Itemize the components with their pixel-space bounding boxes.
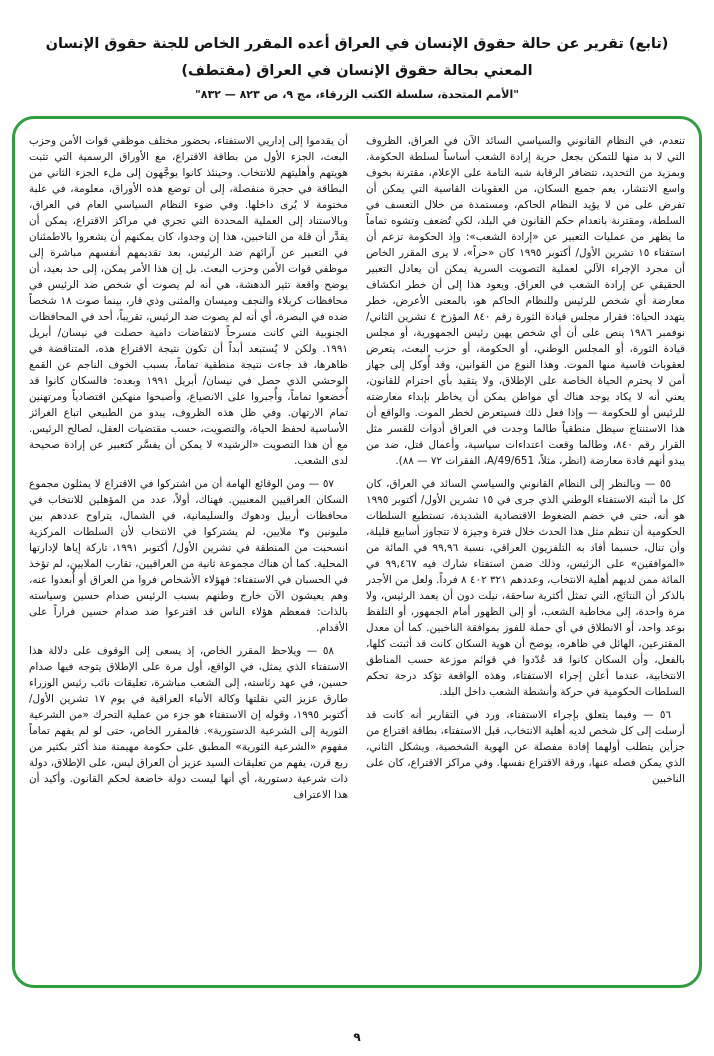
column-right [366,133,685,975]
document-header [0,34,714,102]
document-title-line1: (تابع) تقرير عن حالة حقوق الإنسان في العراق أعده المقرر الخاص للجنة حقوق الإنسان [45,36,669,52]
column-left [29,133,348,975]
page-number: ٩ [353,1030,361,1044]
paragraph-55: ٥٥ — وبالنظر إلى النظام القانوني والسياسي السائد في العراق، كان كل ما أثبته الاستفتاء الوطني الذي جرى في ١٥ تشرين الأول/ أكتوبر ١٩٩٥ هو أنه، حتى في خضم الضغوط الاقتصادية الشديدة، تستطيع السلطات الحكومية أن تنظم مثل هذا الحدث خلال فترة وجيزة لا تتجاوز أسابيع قليلة، وأن تنال، حسبما أفاد به التلفزيون العراقي، نسبة ٩٩,٩٦ في المائة من «الموافقين» على الرئيس، وذلك ضمن استفتاء شارك فيه ٩٩,٤٦٧ في المائة ممن لديهم أهلية الانتخاب، وعددهم ٣٢١ ٤٠٢ ٨ فرداً. ولعل من الأجدر بالذكر أن النتائج، التي تمثل أكثرية ساحقة، نيلت دون أن يعمد الرئيس، ولا مرة واحدة، إلى مخاطبة الشعب، أو إلى الظهور أمام الجمهور، أو التلفظ بوعد واحد، أو الانطلاق في أي حملة للفوز بموافقة الناخبين. كما أن معدل المقترعين، الهائل في ظاهره، يوضح أن هوية السكان كانت قد أثبتت كلها، بالفعل، وأن السكان كانوا قد عُدّدوا في قوائم موزعة حسب المناطق الانتخابية، عندما أعلن إجراء الاستفتاء، وهذه الواقعة تؤكد درجة تحكم السلطات الحكومية في حركة وأنشطة الشعب داخل البلد. [366,478,685,699]
paragraph-56-continuation: أن يقدموا إلى إداريي الاستفتاء، بحضور مختلف موظفي قوات الأمن وحزب البعث، الجزء الأول من بطاقة الاقتراع، مع الأوراق الرسمية التي تثبت هويتهم وأهليتهم للانتخاب. وحينئذ كانوا يوجَّهون إلى ملء الجزء الثاني من البطاقة في حجرة منفصلة، إلى أن توضع هذه الأوراق، معلومة، في علبة مختومة لا يُرى داخلها. وفي ضوء النظام السياسي العام في العراق، وبالاستناد إلى العملية المحددة التي تجري في مراكز الاقتراع، يمكن أن يقدَّر أن قلة من الناخبين، هذا إن وجدوا، كان يمكنهم أن يشعروا بالاطمئنان في التعبير عن آرائهم ضد الرئيس، بعد تقديمهم أنفسهم مباشرة إلى موظفي قوات الأمن وحزب البعث. بل إن هذا الأمر يمكن، إلى حد بعيد، أن يوضح واقعة تثير الدهشة، هي أنه لم يصوت أي شخص ضد الرئيس في محافظات كربلاء والنجف وميسان والمثنى وذي قار، بينما صوت ١٨ شخصاً ضده في البصرة، أي أنه لم يصوت ضد الرئيس، تقريباً، أحد في المحافظات الجنوبية التي كانت مسرحاً لانتفاضات دامية حصلت في نيسان/ أبريل ١٩٩١. ولكن لا يُستبعد أبداً أن تكون نتيجة الاقتراع هذه، المتناقضة في ظاهرها، قد جاءت نتيجة منطقية تماماً، بسبب الخوف الناجم عن القمع الوحشي الذي حصل في نيسان/ أبريل ١٩٩١ وبعده: فالسكان كانوا قد أُخضعوا تماماً، وأُجبروا على الانصياع، وأصبحوا منهكين اقتصادياً ومرتهنين تمام الارتهان. وفي ظل هذه الظروف، يبدو من الطبيعي اتباع الغرائز الأساسية لحفظ الحياة، والتصويت، حسب مقتضيات العقل، لصالح الرئيس. مع أن هذا التصويت «الرشيد» لا يمكن أن يفسَّر كتعبير عن إرادة صحيحة لدى الشعب. [29,135,348,468]
document-title-line2: المعني بحالة حقوق الإنسان في العراق (مقتطف) [181,63,533,80]
paragraph-58: ٥٨ — ويلاحظ المقرر الخاص، إذ يسعى إلى الوقوف على دلالة هذا الاستفتاء الذي يمثل، في الواقع، أول مرة على الإطلاق يتوجه فيها صدام حسين، في عهد رئاسته، إلى الشعب مباشرة، تعليقات نائب رئيس الوزراء طارق عزيز التي نقلتها وكالة الأنباء العراقية في يوم ١٧ تشرين الأول/ أكتوبر ١٩٩٥، وقوله إن الاستفتاء هو جزء من عملية التحرك «من الشرعية الثورية إلى الشرعية الدستورية». فالمقرر الخاص، حتى لو لم يفهم تماماً مفهوم «الشرعية الثورية» المطبق على حكومة مهيمنة منذ أكثر بكثير من ربع قرن، يفهم من تعليقات السيد عزيز أن العراق ليس، على الإطلاق، دولة ذات شرعية دستورية، أي أنها ليست دولة خاضعة لحكم القانون. وأكيد أن هذا الاعتراف [29,645,348,802]
document-source-citation: "الأمم المتحدة، سلسلة الكتب الزرقاء، مج ٩، ص ٨٢٣ — ٨٣٢" [195,88,519,102]
paragraph-57: ٥٧ — ومن الوقائع الهامة أن من اشتركوا في الاقتراع لا يمثلون مجموع السكان العراقيين المعنيين. فهناك، أولاً، عدد من المؤهلين للانتخاب في محافظات أربيل ودهوك والسليمانية، في الشمال، يتراوح عددهم بين مليونين و٣ ملايين، لم يشتركوا في الانتخاب لأن السلطات المركزية انسحبت من المنطقة في تشرين الأول/ أكتوبر ١٩٩١، تاركة إياها لإدارتها المحلية. كما أن هناك مجموعة ثانية من العراقيين، تقارب الملايين، لم تؤخذ في الحسبان في الاستفتاء: فهؤلاء الأشخاص فروا من العراق أو أُبعدوا عنه، وهم يعيشون الآن خارج وطنهم بسبب الرئيس صدام حسين وسياسته بالذات: فمعظم هؤلاء الناس قد اقترعوا ضد صدام حسين فراراً على الأقدام. [29,478,348,635]
two-column-text [29,133,685,975]
paragraph-56: ٥٦ — وفيما يتعلق بإجراء الاستفتاء، ورد في التقارير أنه كانت قد أرسلت إلى كل شخص لديه أهلية الانتخاب، قبل الاستفتاء، بطاقة اقتراع من جزأين يتطلب أولهما إفادة مفصلة عن الهوية الشخصية، ويشكل الثاني، الذي يمكن فصله عنها، ورقة الاقتراع نفسها. وفي مراكز الاقتراع، كان على الناخبين [366,709,685,786]
content-frame [12,116,702,988]
paragraph-continuation: تنعدم، في النظام القانوني والسياسي السائد الآن في العراق، الظروف التي لا بد منها للتمكن بجعل حرية إرادة الشعب أساساً لسلطة الحكومة. وبمزيد من التحديد، تتضافر الرقابة شبه التامة على الإعلام، مقترنة بخوف واسع الانتشار، يعم جميع السكان، من العقوبات القاسية التي يمكن أن تفرض على من لا يؤيد النظام الحاكم، ومستمدة من خلال التعسف في السلطة، ومقترنة بانعدام حكم القانون في البلد، لكي تُضعف وتشوه تماماً ما يظهر من عمليات التعبير عن «إرادة الشعب»: وإذ الحكومة تزعم أن استفتاء ١٥ تشرين الأول/ أكتوبر ١٩٩٥ كان «حراً»، لا يرى المقرر الخاص أن مجرد الإجراء الآلي لعملية التصويت السرية يمكن أن يعادل التعبير الحقيقي عن إرادة الشعب في العراق. ويعود هذا إلى أن خطر انكشاف معارضة أي شخص للرئيس وللنظام الحاكم هو، بالمعنى الأعرض، خطر يتهدد الحياة: فقرار مجلس قيادة الثورة رقم ٨٤٠ المؤرخ ٤ تشرين الثاني/ نوفمبر ١٩٨٦ ينص على أن أي شخص يهين رئيس الجمهورية، أو مجلس قيادة الثورة، أو المجلس الوطني، أو الحكومة، أو حزب البعث، يتعرض لعقوبات قاسية منها الموت. وهذا النوع من القوانين، وقد أُوكل إلى جهاز أمن لا يحترم الحياة الخاصة على الإطلاق، ولا يتقيد بأي احترام للقانون، يعني أنه لا يكاد يوجد هناك أي مواطن يمكن أن يخاطر بإبداء معارضته للرئيس أو للحكومة — وإذا فعل ذلك فسيتعرض لخطر الموت. والواقع أن هذا الاستنتاج سيظل منطقياً طالما وجدت في العراق أدوات للقسر مثل القرار رقم ٨٤٠، وطالما وقعت اعتداءات سياسية، وأعمال قتل، ضد من يبدو أنهم قادة معارضة (انظر، مثلاً، A/49/651، الفقرات ٧٢ — ٨٨). [366,135,685,468]
